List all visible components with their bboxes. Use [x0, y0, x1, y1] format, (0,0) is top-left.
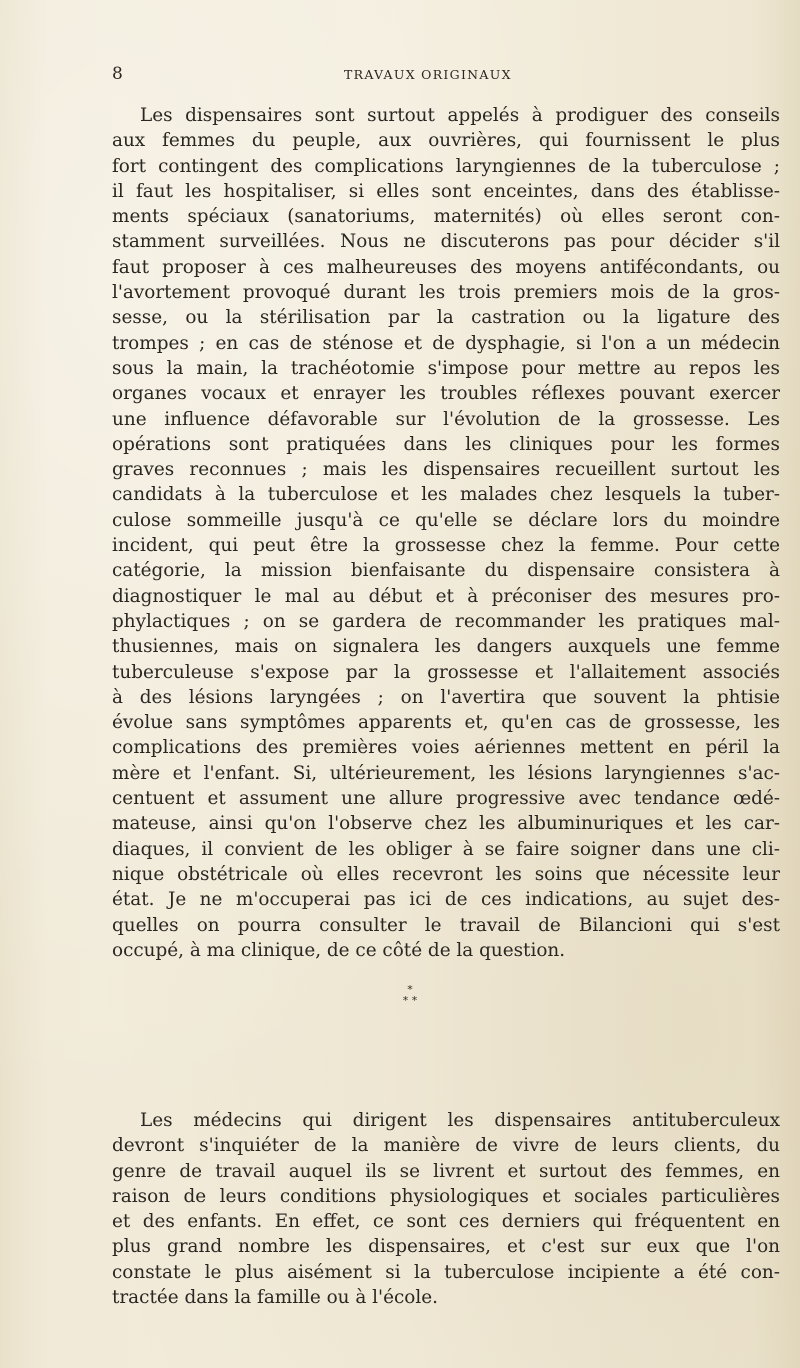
text-line: sous la main, la trachéotomie s'impose pour mettre au repos les [112, 357, 780, 379]
text-line: culose sommeille jusqu'à ce qu'elle se déclare lors du moindre [112, 509, 780, 531]
text-line: candidats à la tuberculose et les malades chez lesquels la tuber- [112, 484, 780, 506]
text-line: et des enfants. En effet, ce sont ces derniers qui fréquentent en [112, 1211, 780, 1233]
text-line: raison de leurs conditions physiologiques et sociales particulières [112, 1185, 780, 1207]
text-line: l'avortement provoqué durant les trois premiers mois de la gros- [112, 282, 780, 304]
paragraph-dispensaires [112, 103, 780, 963]
text-line: thusiennes, mais on signalera les dangers auxquels une femme [112, 636, 780, 658]
text-line: graves reconnues ; mais les dispensaires recueillent surtout les [112, 459, 780, 481]
text-line: occupé, à ma clinique, de ce côté de la question. [112, 939, 566, 961]
text-line: à des lésions laryngées ; on l'avertira que souvent la phtisie [112, 686, 780, 708]
text-line: devront s'inquiéter de la manière de vivre de leurs clients, du [112, 1135, 780, 1157]
text-line: état. Je ne m'occuperai pas ici de ces indications, au sujet des- [112, 889, 780, 911]
running-head: TRAVAUX ORIGINAUX [344, 67, 512, 82]
text-line: stamment surveillées. Nous ne discuterons pas pour décider s'il [112, 231, 780, 253]
text-line: mère et l'enfant. Si, ultérieurement, les lésions laryngiennes s'ac- [112, 762, 780, 784]
text-line: il faut les hospitaliser, si elles sont enceintes, dans des établisse- [112, 180, 780, 202]
text-line: opérations sont pratiquées dans les cliniques pour les formes [112, 433, 780, 455]
text-line: diaques, il convient de les obliger à se faire soigner dans une cli- [112, 838, 780, 860]
text-line: genre de travail auquel ils se livrent et surtout des femmes, en [112, 1160, 780, 1182]
asterisk-bottom: * * [402, 994, 418, 1007]
text-line: diagnostiquer le mal au début et à préconiser des mesures pro- [112, 585, 780, 607]
section-divider-asterisks [390, 984, 430, 1014]
text-line: sesse, ou la stérilisation par la castration ou la ligature des [112, 307, 780, 329]
text-line: une influence défavorable sur l'évolution de la grossesse. Les [112, 408, 780, 430]
text-line: complications des premières voies aériennes mettent en péril la [112, 737, 780, 759]
page-header [112, 62, 780, 86]
page-number: 8 [112, 64, 123, 84]
paragraph-medecins [112, 1108, 780, 1310]
text-line: évolue sans symptômes apparents et, qu'en cas de grossesse, les [112, 712, 780, 734]
text-line: quelles on pourra consulter le travail de Bilancioni qui s'est [112, 914, 780, 936]
text-line: Les médecins qui dirigent les dispensaires antituberculeux [140, 1110, 780, 1131]
text-line: constate le plus aisément si la tuberculose incipiente a été con- [112, 1261, 780, 1283]
text-line: trompes ; en cas de sténose et de dysphagie, si l'on a un médecin [112, 332, 780, 354]
text-line: plus grand nombre les dispensaires, et c'est sur eux que l'on [112, 1236, 780, 1258]
text-line: phylactiques ; on se gardera de recommander les pratiques mal- [112, 610, 780, 632]
text-line: mateuse, ainsi qu'on l'observe chez les albuminuriques et les car- [112, 813, 780, 835]
text-line: aux femmes du peuple, aux ouvrières, qui fournissent le plus [112, 130, 780, 152]
text-line: incident, qui peut être la grossesse chez la femme. Pour cette [112, 535, 780, 557]
text-line: fort contingent des complications laryngiennes de la tuberculose ; [112, 155, 780, 177]
text-line: nique obstétricale où elles recevront les soins que nécessite leur [112, 863, 780, 885]
text-line: centuent et assument une allure progressive avec tendance œdé- [112, 788, 780, 810]
text-line: tractée dans la famille ou à l'école. [112, 1287, 438, 1309]
text-line: catégorie, la mission bienfaisante du dispensaire consistera à [112, 560, 780, 582]
text-line: faut proposer à ces malheureuses des moyens antifécondants, ou [112, 256, 780, 278]
text-line: organes vocaux et enrayer les troubles réflexes pouvant exercer [112, 383, 780, 405]
text-line: tuberculeuse s'expose par la grossesse et l'allaitement associés [112, 661, 780, 683]
asterisk-top: * [407, 983, 413, 996]
text-line: ments spéciaux (sanatoriums, maternités) où elles seront con- [112, 206, 780, 228]
text-line: Les dispensaires sont surtout appelés à prodiguer des conseils [140, 105, 780, 126]
